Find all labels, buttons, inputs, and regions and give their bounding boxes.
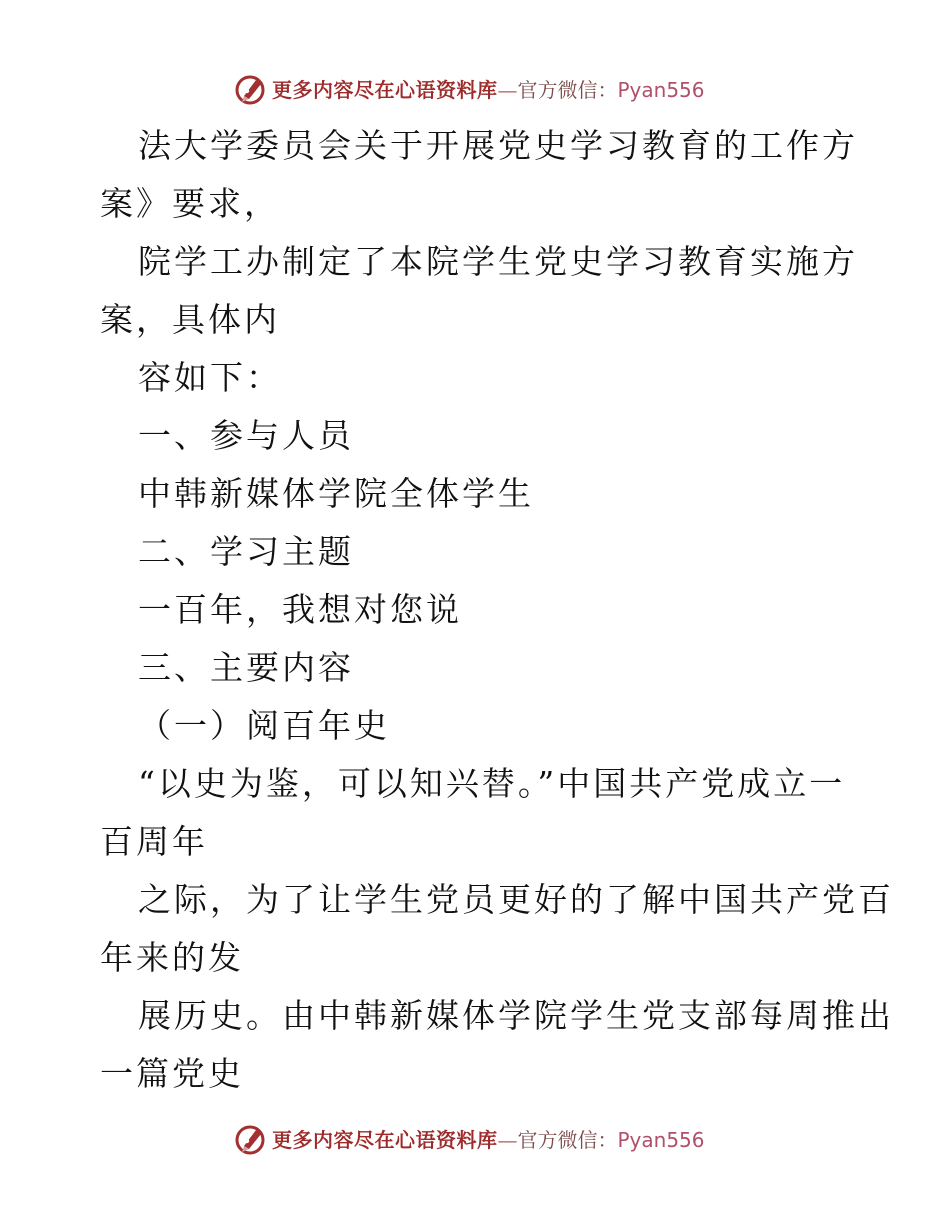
watermark-banner-bottom	[0, 1120, 950, 1160]
watermark-separator: —	[497, 1128, 518, 1152]
watermark-wechat-id: Pyan556	[617, 1128, 705, 1152]
body-line: 年来的发	[100, 938, 244, 977]
subsection-heading: （一）阅百年史	[138, 706, 390, 745]
watermark-banner-top	[0, 70, 950, 110]
body-line: 百周年	[100, 822, 208, 861]
body-line: 院学工办制定了本院学生党史学习教育实施方	[138, 242, 858, 281]
section-heading: 二、学习主题	[138, 532, 354, 571]
section-heading: 一、参与人员	[138, 416, 354, 455]
watermark-wechat-id: Pyan556	[617, 78, 705, 102]
body-line: 之际，为了让学生党员更好的了解中国共产党百	[138, 880, 894, 919]
watermark-label: 官方微信：	[517, 78, 618, 102]
body-line: 容如下：	[138, 358, 282, 397]
body-line: 案》要求，	[100, 184, 280, 223]
section-heading: 三、主要内容	[138, 648, 354, 687]
body-line: 展历史。由中韩新媒体学院学生党支部每周推出	[138, 996, 894, 1035]
pen-logo-icon	[234, 1122, 268, 1156]
body-line: “以史为鉴，可以知兴替。”中国共产党成立一	[138, 764, 846, 803]
body-line: 一百年，我想对您说	[138, 590, 462, 629]
body-line: 法大学委员会关于开展党史学习教育的工作方	[138, 126, 858, 165]
watermark-main-text: 更多内容尽在心语资料库	[272, 1128, 498, 1152]
watermark-text	[272, 1126, 705, 1154]
watermark-label: 官方微信：	[517, 1128, 618, 1152]
pen-logo-icon	[234, 72, 268, 106]
watermark-text	[272, 76, 705, 104]
body-line: 一篇党史	[100, 1054, 244, 1093]
body-line: 中韩新媒体学院全体学生	[138, 474, 534, 513]
watermark-separator: —	[497, 78, 518, 102]
watermark-main-text: 更多内容尽在心语资料库	[272, 78, 498, 102]
body-line: 案，具体内	[100, 300, 280, 339]
